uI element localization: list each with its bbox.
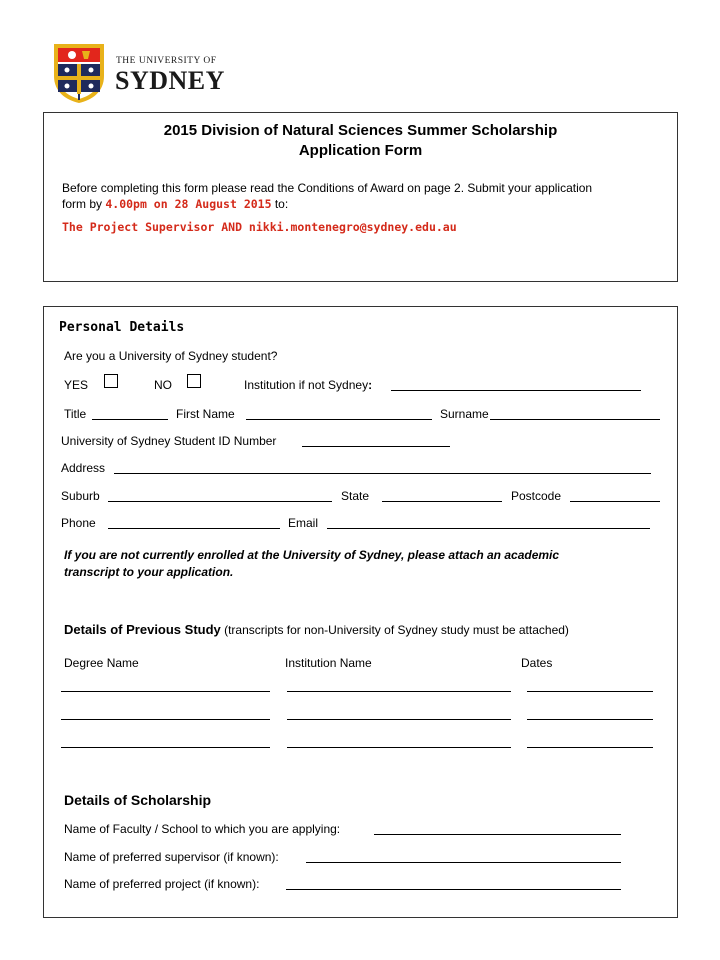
intro-text-prefix: form by xyxy=(62,197,106,211)
degree-field-1[interactable] xyxy=(61,691,270,692)
form-title-line1: 2015 Division of Natural Sciences Summer Scholarship xyxy=(163,122,558,139)
project-label: Name of preferred project (if known): xyxy=(64,877,260,891)
transcript-note-line2: transcript to your application. xyxy=(64,565,234,579)
student-id-label: University of Sydney Student ID Number xyxy=(61,434,277,448)
no-checkbox[interactable] xyxy=(187,374,201,388)
suburb-field[interactable] xyxy=(108,501,332,502)
surname-field[interactable] xyxy=(490,419,660,420)
scholarship-heading: Details of Scholarship xyxy=(64,792,212,808)
submission-recipient: The Project Supervisor AND nikki.montenegro@sydney.edu.au xyxy=(62,220,457,234)
phone-field[interactable] xyxy=(108,528,280,529)
intro-text-line1: Before completing this form please read the Conditions of Award on page 2. Submit your application xyxy=(62,181,593,195)
institution-field-2[interactable] xyxy=(287,719,511,720)
supervisor-label: Name of preferred supervisor (if known): xyxy=(64,850,279,864)
state-field[interactable] xyxy=(382,501,502,502)
yes-label: YES xyxy=(64,378,89,392)
institution-label xyxy=(244,378,372,392)
previous-study-heading-line xyxy=(64,622,569,637)
previous-study-heading: Details of Previous Study xyxy=(64,622,221,637)
institution-label-text: Institution if not Sydney xyxy=(244,378,369,392)
email-field[interactable] xyxy=(327,528,650,529)
institution-label-colon: : xyxy=(368,378,373,392)
logo-text-line1: THE UNIVERSITY OF xyxy=(116,56,217,66)
institution-column-header: Institution Name xyxy=(285,656,372,670)
dates-column-header: Dates xyxy=(521,656,553,670)
institution-field-3[interactable] xyxy=(287,747,511,748)
deadline-text: 4.00pm on 28 August 2015 xyxy=(105,197,272,211)
title-label: Title xyxy=(64,407,87,421)
state-label: State xyxy=(341,489,370,503)
student-id-field[interactable] xyxy=(302,446,450,447)
no-label: NO xyxy=(154,378,172,392)
dates-field-2[interactable] xyxy=(527,719,653,720)
yes-checkbox[interactable] xyxy=(104,374,118,388)
university-logo xyxy=(52,42,232,104)
degree-field-3[interactable] xyxy=(61,747,270,748)
degree-column-header: Degree Name xyxy=(64,656,139,670)
form-title-line2: Application Form xyxy=(298,142,423,159)
address-field[interactable] xyxy=(114,473,651,474)
postcode-label: Postcode xyxy=(511,489,562,503)
institution-field-1[interactable] xyxy=(287,691,511,692)
surname-label: Surname xyxy=(440,407,489,421)
previous-study-note: (transcripts for non-University of Sydney study must be attached) xyxy=(220,623,569,637)
logo-text-line2: SYDNEY xyxy=(115,66,225,95)
title-field[interactable] xyxy=(92,419,168,420)
address-label: Address xyxy=(61,461,106,475)
firstname-field[interactable] xyxy=(246,419,432,420)
firstname-label: First Name xyxy=(176,407,235,421)
institution-field[interactable] xyxy=(391,390,641,391)
supervisor-field[interactable] xyxy=(306,862,621,863)
email-label: Email xyxy=(288,516,319,530)
transcript-note-line1: If you are not currently enrolled at the University of Sydney, please attach an academic xyxy=(64,548,560,562)
faculty-field[interactable] xyxy=(374,834,621,835)
student-question: Are you a University of Sydney student? xyxy=(64,349,278,363)
faculty-label: Name of Faculty / School to which you are applying: xyxy=(64,822,341,836)
postcode-field[interactable] xyxy=(570,501,660,502)
personal-details-box xyxy=(43,306,678,918)
intro-text-suffix: to: xyxy=(271,197,289,211)
project-field[interactable] xyxy=(286,889,621,890)
personal-details-heading: Personal Details xyxy=(59,320,185,335)
dates-field-1[interactable] xyxy=(527,691,653,692)
intro-text-line2 xyxy=(62,197,288,211)
university-crest-icon xyxy=(52,42,106,104)
suburb-label: Suburb xyxy=(61,489,100,503)
phone-label: Phone xyxy=(61,516,96,530)
header-box xyxy=(43,112,678,282)
degree-field-2[interactable] xyxy=(61,719,270,720)
dates-field-3[interactable] xyxy=(527,747,653,748)
